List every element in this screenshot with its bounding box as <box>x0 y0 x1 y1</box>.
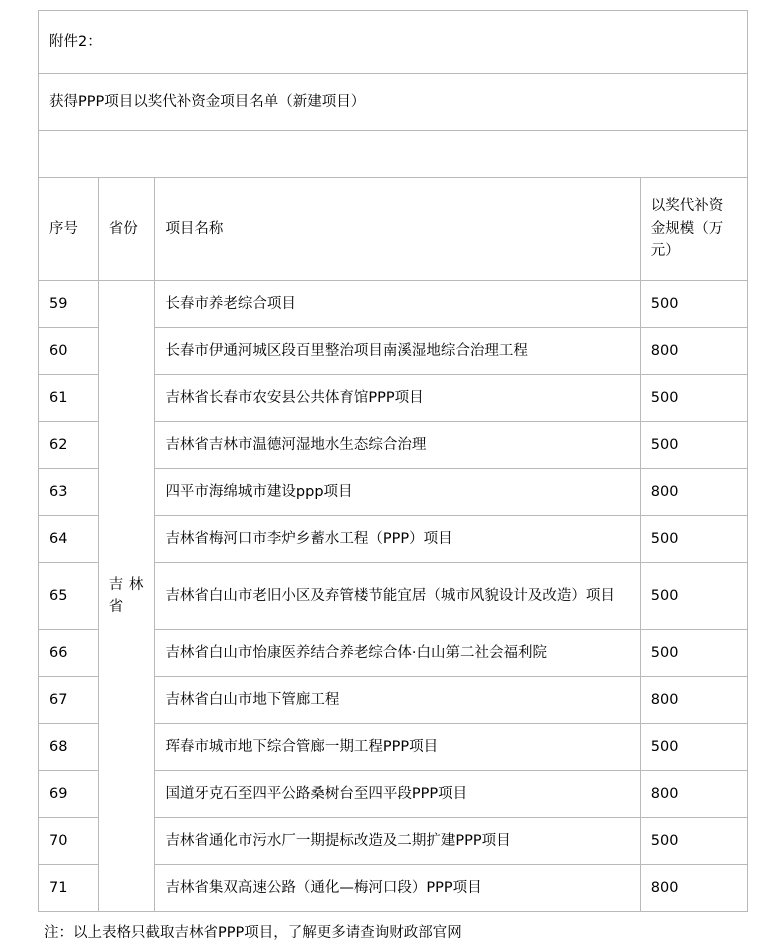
row-project-name: 珲春市城市地下综合管廊一期工程PPP项目 <box>155 724 640 771</box>
title-row <box>39 74 748 131</box>
attachment-label: 附件2： <box>39 11 748 74</box>
row-project-name: 吉林省吉林市温德河湿地水生态综合治理 <box>155 422 640 469</box>
row-project-name: 长春市伊通河城区段百里整治项目南溪湿地综合治理工程 <box>155 328 640 375</box>
column-header-project-name: 项目名称 <box>155 178 640 281</box>
row-index: 61 <box>39 375 99 422</box>
row-index: 66 <box>39 630 99 677</box>
row-index: 65 <box>39 563 99 630</box>
page-title: 获得PPP项目以奖代补资金项目名单（新建项目） <box>39 74 748 131</box>
row-project-name: 长春市养老综合项目 <box>155 281 640 328</box>
row-project-name: 吉林省梅河口市李炉乡蓄水工程（PPP）项目 <box>155 516 640 563</box>
footnote: 注：以上表格只截取吉林省PPP项目，了解更多请查询财政部官网 <box>44 925 462 941</box>
row-project-name: 吉林省白山市地下管廊工程 <box>155 677 640 724</box>
row-amount: 800 <box>640 328 747 375</box>
row-amount: 500 <box>640 630 747 677</box>
row-amount: 800 <box>640 469 747 516</box>
row-index: 62 <box>39 422 99 469</box>
row-index: 63 <box>39 469 99 516</box>
column-header-province: 省份 <box>98 178 155 281</box>
row-amount: 500 <box>640 375 747 422</box>
row-project-name: 四平市海绵城市建设ppp项目 <box>155 469 640 516</box>
row-amount: 500 <box>640 422 747 469</box>
row-amount: 500 <box>640 818 747 865</box>
province-group-cell: 吉 林 省 <box>98 281 155 912</box>
table-row <box>39 281 748 328</box>
table-header-row <box>39 178 748 281</box>
row-index: 69 <box>39 771 99 818</box>
row-project-name: 吉林省白山市老旧小区及弃管楼节能宜居（城市风貌设计及改造）项目 <box>155 563 640 630</box>
row-project-name: 吉林省长春市农安县公共体育馆PPP项目 <box>155 375 640 422</box>
row-amount: 500 <box>640 281 747 328</box>
row-amount: 500 <box>640 563 747 630</box>
row-amount: 500 <box>640 516 747 563</box>
row-project-name: 国道牙克石至四平公路桑树台至四平段PPP项目 <box>155 771 640 818</box>
row-index: 67 <box>39 677 99 724</box>
row-index: 64 <box>39 516 99 563</box>
row-index: 59 <box>39 281 99 328</box>
row-index: 68 <box>39 724 99 771</box>
column-header-index: 序号 <box>39 178 99 281</box>
row-project-name: 吉林省集双高速公路（通化—梅河口段）PPP项目 <box>155 865 640 912</box>
attachment-label-row <box>39 11 748 74</box>
row-index: 60 <box>39 328 99 375</box>
row-project-name: 吉林省通化市污水厂一期提标改造及二期扩建PPP项目 <box>155 818 640 865</box>
ppp-subsidy-table <box>38 10 748 912</box>
row-amount: 800 <box>640 677 747 724</box>
row-index: 70 <box>39 818 99 865</box>
row-index: 71 <box>39 865 99 912</box>
spacer-row <box>39 131 748 178</box>
row-amount: 800 <box>640 865 747 912</box>
column-header-amount: 以奖代补资金规模（万元） <box>640 178 747 281</box>
spacer-cell <box>39 131 748 178</box>
row-project-name: 吉林省白山市怡康医养结合养老综合体·白山第二社会福利院 <box>155 630 640 677</box>
row-amount: 500 <box>640 724 747 771</box>
row-amount: 800 <box>640 771 747 818</box>
